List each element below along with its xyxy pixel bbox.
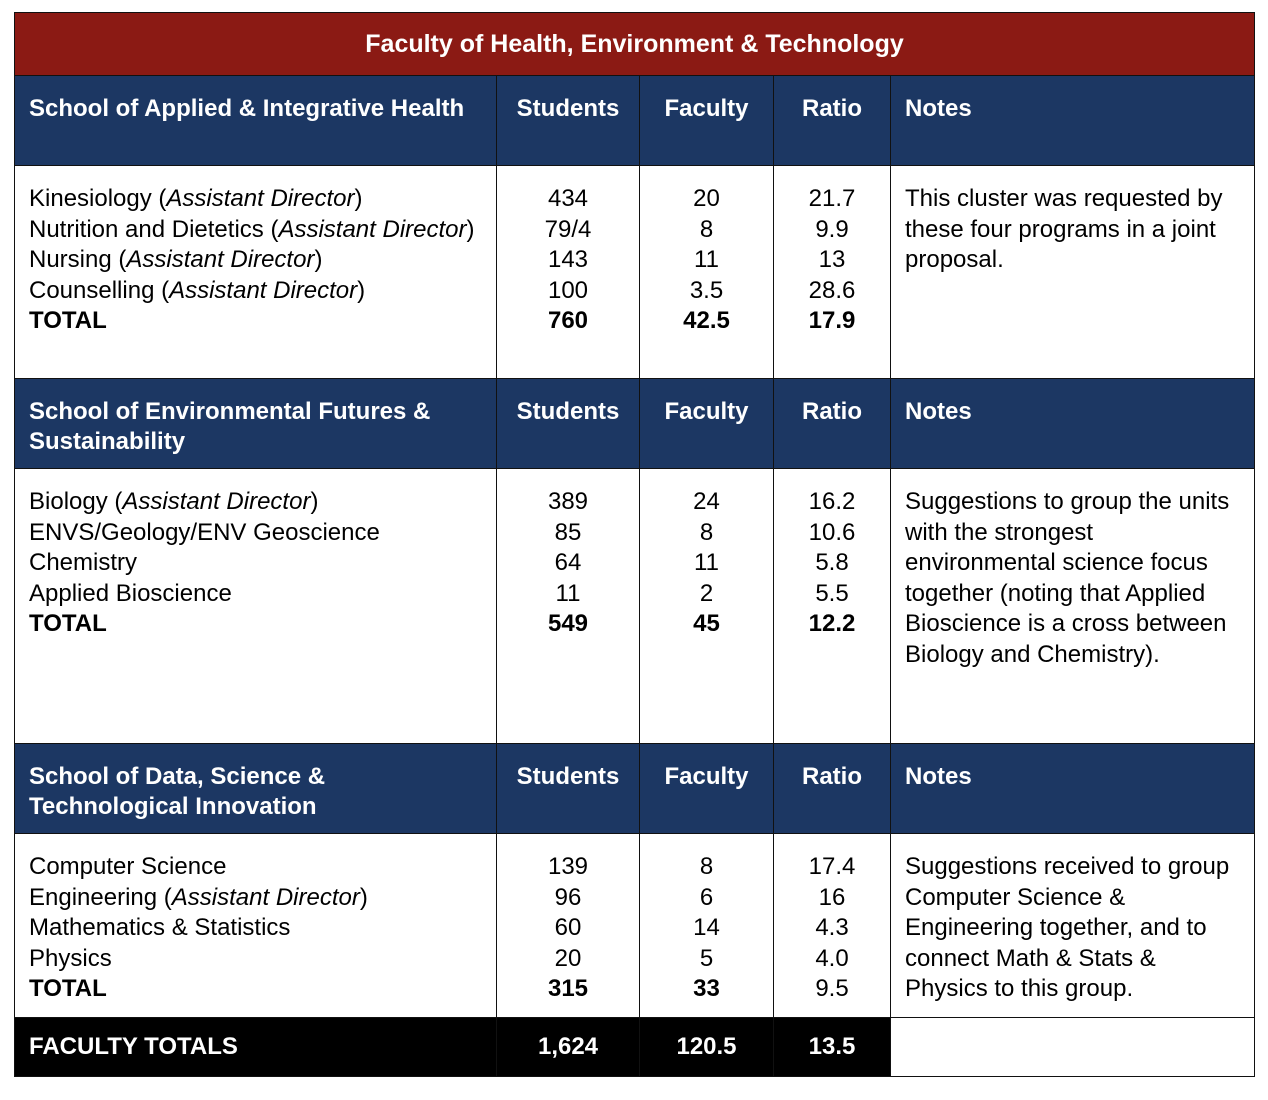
faculty-total: 45 <box>693 610 720 637</box>
faculty-values: 24 8 11 2 45 <box>640 469 774 744</box>
school-header-row <box>15 744 1255 834</box>
ratio-values: 16.2 10.6 5.8 5.5 12.2 <box>774 469 891 744</box>
faculty-totals-notes-empty <box>891 1018 1255 1077</box>
school-header-row <box>15 379 1255 469</box>
faculty-header: Faculty <box>640 76 774 166</box>
faculty-total: 42.5 <box>683 307 730 334</box>
faculty-structure-document <box>14 12 1254 1077</box>
faculty-values: 20 8 11 3.5 42.5 <box>640 166 774 379</box>
ratio-header: Ratio <box>774 744 891 834</box>
program-item: ENVS/Geology/ENV Geoscience <box>29 518 380 546</box>
program-item: Nursing (Assistant Director) <box>29 246 323 273</box>
program-item: Counselling (Assistant Director) <box>29 276 366 304</box>
school-body-row <box>15 469 1255 744</box>
program-item: Mathematics & Statistics <box>29 914 291 941</box>
students-total: 760 <box>547 307 589 334</box>
students-values: 139 96 60 20 315 <box>497 834 640 1018</box>
notes-text: Suggestions received to group Computer Science & Engineering together, and to connect Math & Stats & Physics to this group. <box>891 834 1255 1018</box>
ratio-total: 17.9 <box>808 307 856 334</box>
school-name: School of Environmental Futures & Sustainability <box>15 379 497 469</box>
program-item: Nutrition and Dietetics (Assistant Director) <box>29 215 475 243</box>
program-list <box>15 469 497 744</box>
students-header: Students <box>497 744 640 834</box>
faculty-totals-label: FACULTY TOTALS <box>15 1018 497 1077</box>
students-header: Students <box>497 379 640 469</box>
notes-header: Notes <box>891 744 1255 834</box>
ratio-header: Ratio <box>774 379 891 469</box>
notes-text: This cluster was requested by these four programs in a joint proposal. <box>891 166 1255 379</box>
school-header-row <box>15 76 1255 166</box>
students-total: 315 <box>547 975 589 1002</box>
students-total: 549 <box>547 610 589 637</box>
school-body-row <box>15 166 1255 379</box>
faculty-totals-students: 1,624 <box>497 1018 640 1077</box>
school-body-row <box>15 834 1255 1018</box>
school-name: School of Data, Science & Technological Innovation <box>15 744 497 834</box>
ratio-total: 9.5 <box>815 975 849 1002</box>
faculty-table <box>14 12 1255 1077</box>
students-values: 434 79/4 143 100 760 <box>497 166 640 379</box>
faculty-totals-faculty: 120.5 <box>640 1018 774 1077</box>
notes-text: Suggestions to group the units with the strongest environmental science focus together (noting that Applied Bioscience is a cross between Biology and Chemistry). <box>891 469 1255 744</box>
faculty-totals-row <box>15 1018 1255 1077</box>
table-title: Faculty of Health, Environment & Technology <box>15 13 1255 76</box>
program-item: Physics <box>29 944 112 972</box>
total-label: TOTAL <box>29 307 107 334</box>
students-values: 389 85 64 11 549 <box>497 469 640 744</box>
ratio-values: 21.7 9.9 13 28.6 17.9 <box>774 166 891 379</box>
program-item: Engineering (Assistant Director) <box>29 883 368 911</box>
ratio-header: Ratio <box>774 76 891 166</box>
ratio-total: 12.2 <box>808 610 856 637</box>
faculty-values: 8 6 14 5 33 <box>640 834 774 1018</box>
program-item: Chemistry <box>29 549 138 576</box>
faculty-header: Faculty <box>640 744 774 834</box>
ratio-values: 17.4 16 4.3 4.0 9.5 <box>774 834 891 1018</box>
program-item: Biology (Assistant Director) <box>29 488 319 515</box>
total-label: TOTAL <box>29 975 107 1002</box>
total-label: TOTAL <box>29 610 107 637</box>
faculty-totals-ratio: 13.5 <box>774 1018 891 1077</box>
faculty-total: 33 <box>693 975 720 1002</box>
program-item: Computer Science <box>29 853 227 880</box>
program-list <box>15 834 497 1018</box>
program-item: Kinesiology (Assistant Director) <box>29 185 363 212</box>
students-header: Students <box>497 76 640 166</box>
notes-header: Notes <box>891 76 1255 166</box>
program-list <box>15 166 497 379</box>
school-name: School of Applied & Integrative Health <box>15 76 497 166</box>
notes-header: Notes <box>891 379 1255 469</box>
program-item: Applied Bioscience <box>29 579 232 607</box>
faculty-header: Faculty <box>640 379 774 469</box>
